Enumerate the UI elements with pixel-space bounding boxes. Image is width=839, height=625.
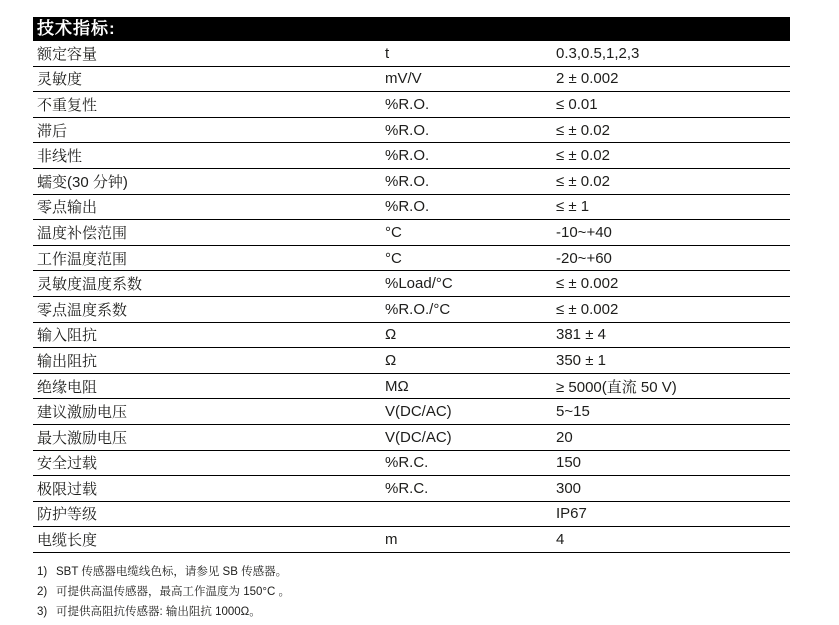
spec-unit-cell: %R.O. [385, 147, 430, 165]
spec-value-cell: 0.3,0.5,1,2,3 [556, 44, 640, 62]
spec-value-cell: 20 [556, 428, 573, 446]
spec-unit-cell: %R.O. [385, 95, 430, 113]
spec-name-cell: 电缆长度 [37, 532, 98, 550]
spec-name-cell: 温度补偿范围 [37, 224, 128, 242]
spec-sheet [33, 17, 790, 622]
table-row [33, 425, 790, 451]
footnote-item [33, 582, 790, 602]
table-row [33, 502, 790, 528]
spec-unit-cell: %Load/°C [385, 275, 453, 293]
footnote-number: 1) [37, 565, 48, 578]
spec-name-cell: 零点输出 [37, 199, 98, 217]
table-row [33, 348, 790, 374]
spec-value-cell: 350 ± 1 [556, 351, 606, 369]
spec-unit-cell: Ω [385, 326, 397, 344]
spec-unit-cell: mV/V [385, 70, 422, 88]
spec-unit-cell: %R.C. [385, 479, 429, 497]
spec-value-cell: ≤ 0.01 [556, 95, 598, 113]
spec-name-cell: 输入阻抗 [37, 327, 98, 345]
table-row [33, 118, 790, 144]
spec-value-cell: ≤ ± 0.02 [556, 172, 610, 190]
spec-name-cell: 蠕变(30 分钟) [37, 173, 128, 191]
spec-name-cell: 零点温度系数 [37, 301, 128, 319]
spec-name-cell: 最大激励电压 [37, 429, 128, 447]
spec-unit-cell: °C [385, 249, 402, 267]
footnote-number: 3) [37, 605, 48, 618]
spec-unit-cell: V(DC/AC) [385, 403, 452, 421]
spec-name-cell: 安全过载 [37, 455, 98, 473]
spec-value-cell: -10~+40 [556, 223, 612, 241]
spec-value-cell: -20~+60 [556, 249, 612, 267]
table-row [33, 246, 790, 272]
spec-name-cell: 工作温度范围 [37, 250, 128, 268]
spec-unit-cell: t [385, 44, 390, 62]
spec-value-cell: ≤ ± 1 [556, 198, 590, 216]
footnote-number: 2) [37, 585, 48, 598]
spec-name-cell: 建议激励电压 [37, 404, 128, 422]
section-title: 技术指标: [33, 17, 790, 41]
footnote-text: 可提供高温传感器，最高工作温度为 150°C 。 [56, 585, 290, 598]
spec-unit-cell: m [385, 531, 398, 549]
spec-value-cell: ≤ ± 0.002 [556, 300, 619, 318]
footnote-item [33, 602, 790, 622]
spec-name-cell: 输出阻抗 [37, 352, 98, 370]
spec-name-cell: 灵敏度 [37, 71, 83, 89]
spec-unit-cell: V(DC/AC) [385, 428, 452, 446]
spec-value-cell: 4 [556, 531, 565, 549]
spec-value-cell: ≤ ± 0.002 [556, 275, 619, 293]
spec-value-cell: ≤ ± 0.02 [556, 147, 610, 165]
table-row [33, 271, 790, 297]
table-row [33, 323, 790, 349]
spec-unit-cell: %R.C. [385, 454, 429, 472]
table-row [33, 169, 790, 195]
footnotes [33, 562, 790, 622]
table-row [33, 41, 790, 67]
table-row [33, 143, 790, 169]
spec-unit-cell: °C [385, 223, 402, 241]
spec-name-cell: 滞后 [37, 122, 68, 140]
table-row [33, 374, 790, 400]
spec-table [33, 41, 790, 553]
table-row [33, 92, 790, 118]
spec-value-cell: 150 [556, 454, 582, 472]
spec-unit-cell: %R.O. [385, 121, 430, 139]
table-row [33, 67, 790, 93]
table-row [33, 476, 790, 502]
spec-name-cell: 不重复性 [37, 96, 98, 114]
spec-value-cell: 381 ± 4 [556, 326, 606, 344]
spec-unit-cell: %R.O./°C [385, 300, 451, 318]
spec-value-cell: IP67 [556, 505, 587, 523]
spec-name-cell: 非线性 [37, 148, 83, 166]
table-row [33, 527, 790, 553]
table-row [33, 195, 790, 221]
spec-unit-cell: MΩ [385, 377, 409, 395]
spec-value-cell: 5~15 [556, 403, 590, 421]
table-row [33, 220, 790, 246]
spec-value-cell: ≤ ± 0.02 [556, 121, 610, 139]
table-row [33, 399, 790, 425]
spec-name-cell: 极限过载 [37, 480, 98, 498]
spec-value-cell: 2 ± 0.002 [556, 70, 619, 88]
spec-unit-cell: %R.O. [385, 172, 430, 190]
spec-unit-cell: %R.O. [385, 198, 430, 216]
footnote-text: 可提供高阻抗传感器: 输出阻抗 1000Ω。 [56, 605, 261, 618]
table-row [33, 451, 790, 477]
table-row [33, 297, 790, 323]
footnote-text: SBT 传感器电缆线色标，请参见 SB 传感器。 [56, 565, 288, 578]
spec-unit-cell: Ω [385, 351, 397, 369]
spec-name-cell: 绝缘电阻 [37, 378, 98, 396]
spec-value-cell: 300 [556, 479, 582, 497]
footnote-item [33, 562, 790, 582]
spec-name-cell: 额定容量 [37, 45, 98, 63]
spec-value-cell: ≥ 5000(直流 50 V) [556, 378, 677, 396]
spec-name-cell: 防护等级 [37, 506, 98, 524]
spec-name-cell: 灵敏度温度系数 [37, 276, 143, 294]
